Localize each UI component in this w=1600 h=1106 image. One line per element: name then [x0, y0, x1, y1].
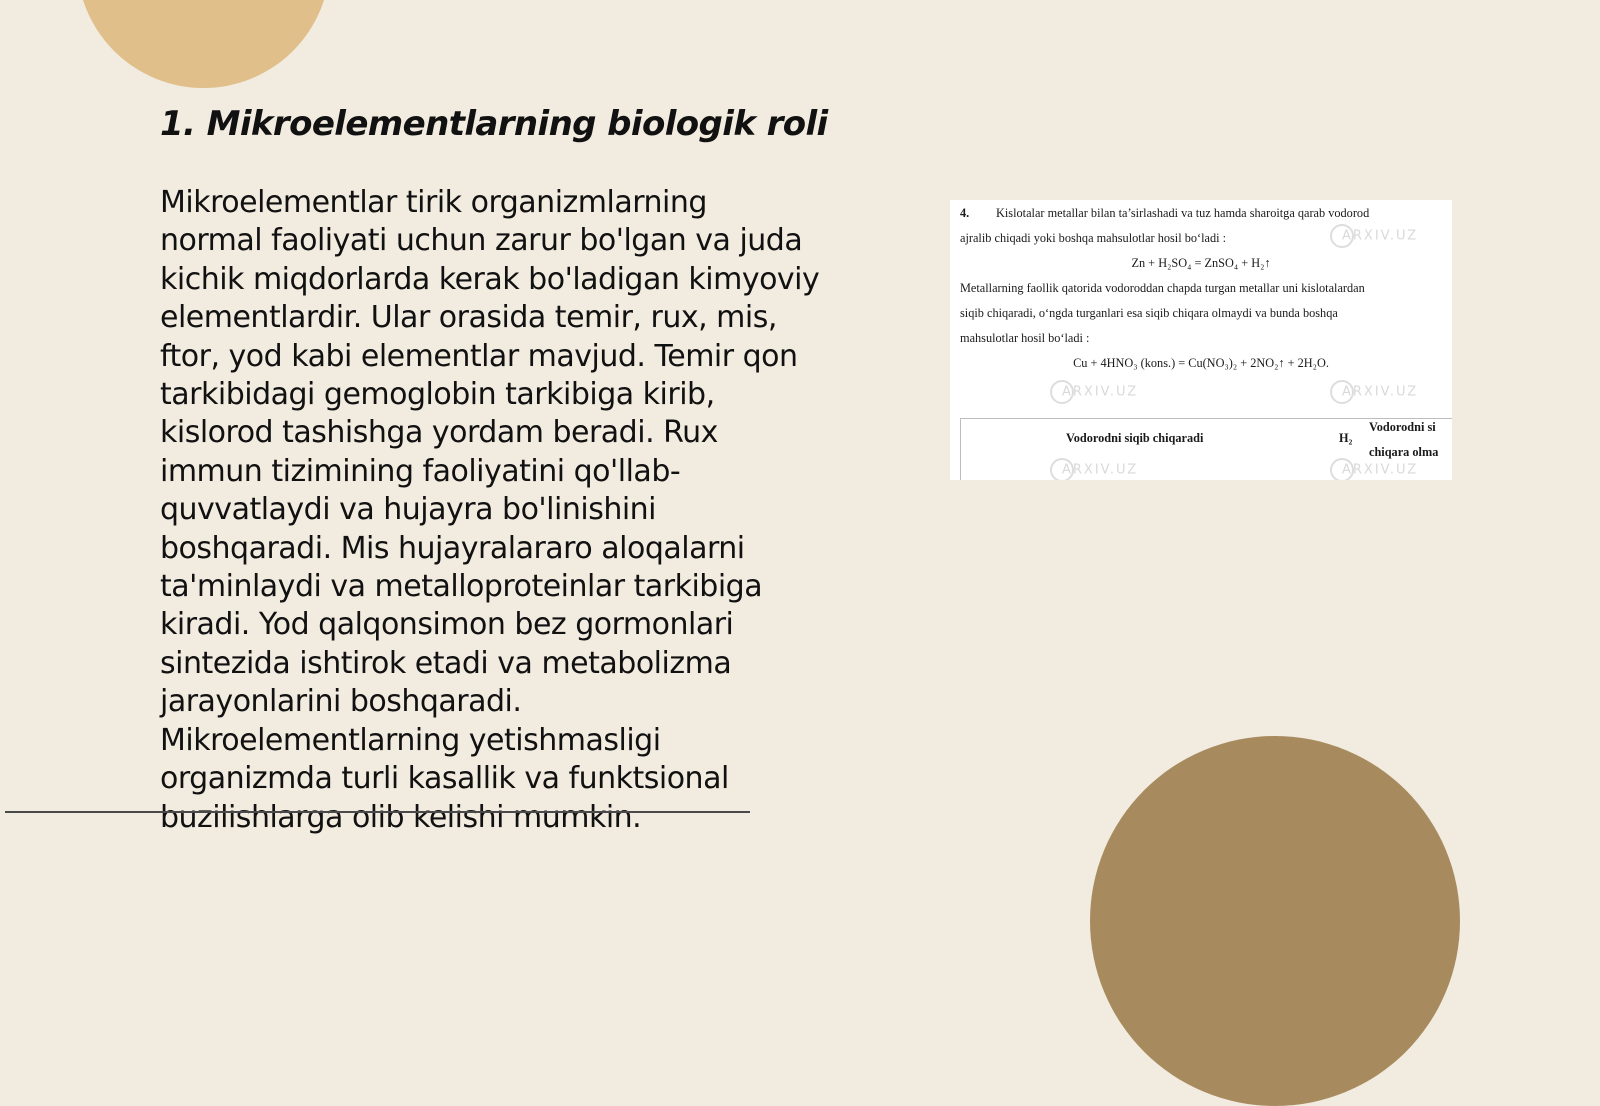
doc-equation: Cu + 4HNO₃ (kons.) = Cu(NO₃)₂ + 2NO₂↑ + 2H₂O.: [1073, 356, 1329, 370]
body-text-line: jarayonlarini boshqaradi.: [160, 684, 522, 720]
decorative-circle-top: [77, 0, 330, 88]
doc-table-cell: chiqara olma: [1369, 445, 1439, 459]
body-text-line: immun tizimining faoliyatini qo'llab-: [160, 453, 681, 489]
watermark: ARXIV.UZ: [1050, 380, 1138, 404]
doc-item-number: 4.: [960, 206, 970, 220]
watermark: ARXIV.UZ: [1330, 224, 1418, 248]
doc-text-line: mahsulotlar hosil bo‘ladi :: [960, 331, 1090, 345]
body-text-line: organizmda turli kasallik va funktsional: [160, 761, 729, 797]
body-text-line: elementlardir. Ular orasida temir, rux, mis,: [160, 300, 777, 336]
embedded-document-image: [950, 200, 1452, 480]
body-text-line: sintezida ishtirok etadi va metabolizma: [160, 645, 732, 681]
divider-line: [5, 811, 750, 813]
doc-text-line: Kislotalar metallar bilan ta’sirlashadi va tuz hamda sharoitga qarab vodorod: [996, 206, 1370, 220]
doc-text-line: siqib chiqaradi, o‘ngda turganlari esa siqib chiqara olmaydi va bunda boshqa: [960, 306, 1338, 320]
body-text-line: Mikroelementlarning yetishmasligi: [160, 722, 661, 758]
doc-equation: Zn + H₂SO₄ = ZnSO₄ + H₂↑: [1131, 256, 1271, 270]
doc-table-cell: Vodorodni si: [1369, 420, 1436, 434]
doc-text-line: Metallarning faollik qatorida vodoroddan chapda turgan metallar uni kislotalardan: [960, 281, 1365, 295]
body-text-line: boshqaradi. Mis hujayralararo aloqalarni: [160, 530, 745, 566]
watermark: ARXIV.UZ: [1330, 458, 1418, 480]
slide-body-text: [160, 184, 850, 837]
doc-table-cell: Vodorodni siqib chiqaradi: [1066, 431, 1204, 445]
body-text-line: buzilishlarga olib kelishi mumkin.: [160, 799, 642, 835]
body-text-line: ta'minlaydi va metalloproteinlar tarkibiga: [160, 569, 763, 605]
body-text-line: ftor, yod kabi elementlar mavjud. Temir qon: [160, 338, 798, 374]
doc-table-cell: H₂: [1339, 431, 1353, 445]
body-text-line: Mikroelementlar tirik organizmlarning: [160, 185, 707, 220]
body-text-line: kislorod tashishga yordam beradi. Rux: [160, 415, 718, 451]
body-text-line: tarkibidagi gemoglobin tarkibiga kirib,: [160, 377, 715, 413]
body-text-line: kiradi. Yod qalqonsimon bez gormonlari: [160, 607, 734, 643]
decorative-circle-bottom: [1090, 736, 1460, 1106]
doc-text-line: ajralib chiqadi yoki boshqa mahsulotlar hosil bo‘ladi :: [960, 231, 1227, 245]
watermark: ARXIV.UZ: [1050, 458, 1138, 480]
slide-title: 1. Mikroelementlarning biologik roli: [160, 104, 828, 144]
body-text-line: quvvatlaydi va hujayra bo'linishini: [160, 492, 657, 528]
watermark: ARXIV.UZ: [1330, 380, 1418, 404]
body-text-line: normal faoliyati uchun zarur bo'lgan va juda: [160, 223, 803, 259]
body-text-line: kichik miqdorlarda kerak bo'ladigan kimyoviy: [160, 261, 820, 297]
